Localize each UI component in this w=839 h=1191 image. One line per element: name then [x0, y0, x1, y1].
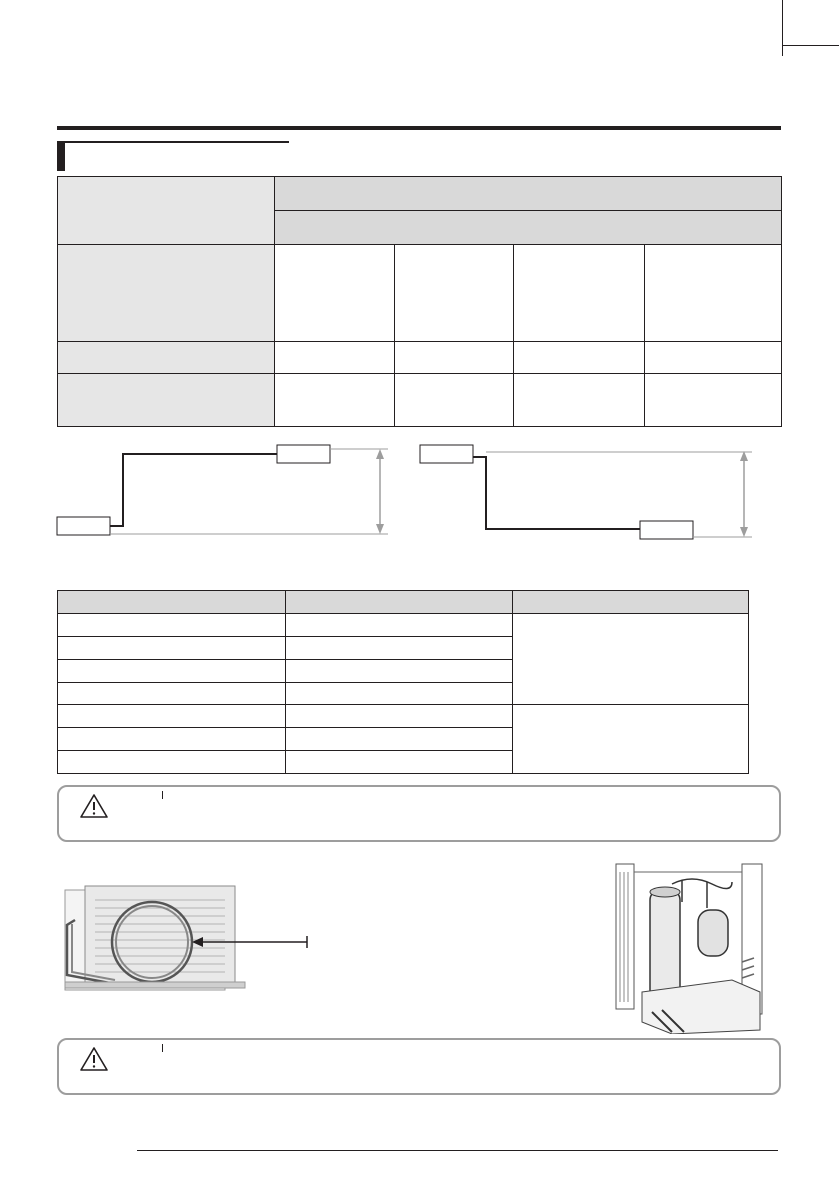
crop-mark-horizontal	[782, 45, 839, 46]
height-difference-diagrams	[0, 435, 839, 550]
table-divider	[58, 750, 512, 751]
upper-unit-box	[277, 445, 330, 463]
spec-row-label	[58, 374, 275, 426]
diagram-right	[420, 445, 752, 539]
warning-triangle-icon	[79, 793, 109, 819]
upper-unit-box	[420, 445, 473, 463]
spec-row-label	[58, 245, 275, 342]
spec-cell	[514, 245, 644, 341]
pipe-route-right	[473, 457, 640, 529]
table-divider	[58, 682, 512, 683]
caution-divider	[162, 791, 163, 799]
table-divider	[58, 341, 781, 342]
pointer-arrow	[190, 934, 315, 950]
table-divider	[512, 591, 513, 773]
table-divider	[58, 659, 512, 660]
section-marker	[57, 141, 65, 171]
table-header-row	[58, 591, 748, 614]
spec-table	[57, 176, 782, 427]
section-underline	[65, 141, 289, 143]
caution-box	[57, 1038, 781, 1095]
table-divider	[58, 704, 748, 705]
pipe-size-table	[57, 590, 749, 774]
table-divider	[274, 210, 781, 211]
spec-table-corner	[58, 177, 275, 245]
table-divider	[58, 373, 781, 374]
spec-cell	[645, 245, 781, 341]
diagram-left	[57, 445, 388, 535]
lower-unit-box	[640, 521, 693, 539]
table-divider	[58, 727, 512, 728]
caution-box	[57, 785, 781, 842]
spec-row-label	[58, 342, 275, 374]
arrow-head-down	[376, 524, 384, 534]
pipe-route-left	[110, 454, 277, 526]
warning-triangle-icon	[79, 1046, 109, 1072]
outdoor-unit-interior-illustration	[612, 862, 764, 1034]
spec-header-top	[275, 177, 781, 211]
caution-divider	[162, 1044, 163, 1052]
table-divider	[58, 636, 512, 637]
top-rule	[57, 126, 781, 130]
spec-cell	[275, 245, 394, 341]
crop-mark-vertical	[782, 0, 783, 56]
spec-header-sub	[275, 211, 781, 245]
lower-unit-box	[57, 517, 110, 535]
arrow-head-down	[740, 527, 748, 537]
footer-rule	[137, 1150, 778, 1151]
arrow-head-up	[376, 449, 384, 459]
spec-cell	[395, 245, 513, 341]
